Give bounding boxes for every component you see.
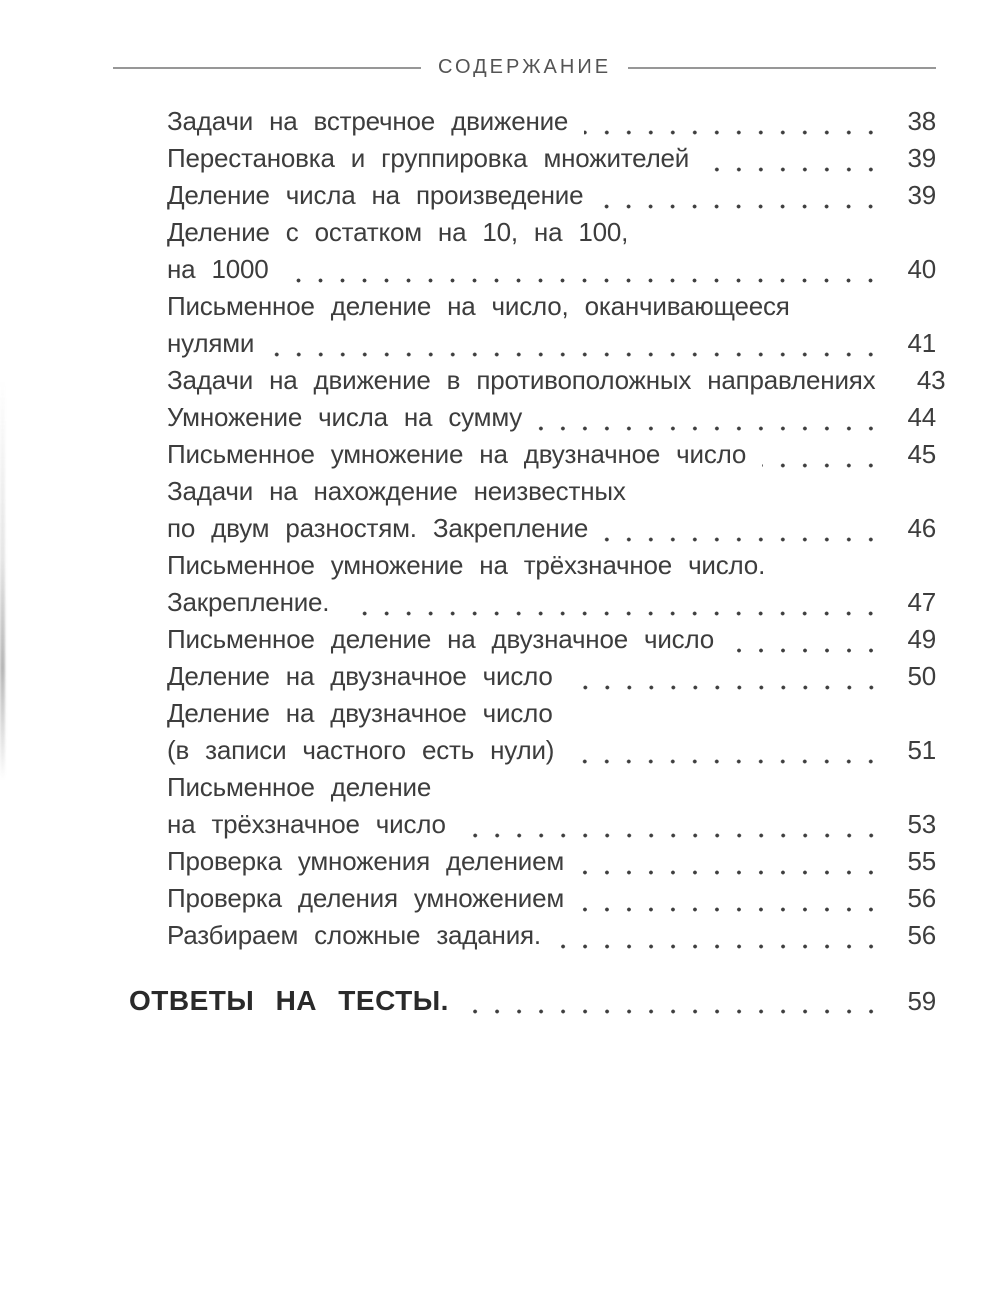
toc-entry-text: на 1000 [167,254,269,284]
dot-leader [580,907,882,912]
dot-leader [462,833,882,838]
toc-entry-page: 59 [907,986,936,1016]
dot-leader [569,685,882,690]
toc-entry-text: Письменное умножение на двузначное число [167,439,747,469]
toc-answers-heading-row [129,982,936,1019]
toc-entry-row [167,658,936,695]
toc-entry-text: нулями [167,328,255,358]
dot-leader [730,648,882,653]
toc-entry-row [167,917,936,954]
toc-entry-page: 39 [907,180,936,210]
page-binding-shadow [0,380,5,780]
toc-entry-row [167,288,936,325]
toc-entry-page: 40 [907,254,936,284]
toc-entry-row [167,399,936,436]
toc-entry-text: Деление на двузначное число [167,698,553,728]
toc-entry-text: Разбираем сложные задания. [167,920,541,950]
toc-entry-row [167,214,936,251]
toc-entry-text: на трёхзначное число [167,809,446,839]
dot-leader [345,611,882,616]
toc-answers-heading-text: ОТВЕТЫ НА ТЕСТЫ. [129,985,449,1016]
dot-leader [538,426,882,431]
toc-entry-row [167,695,936,732]
toc-entry-row [167,880,936,917]
toc-entry-page: 51 [907,735,936,765]
dot-leader [604,537,882,542]
toc-entry-text: Умножение числа на сумму [167,402,523,432]
dot-leader [599,204,882,209]
toc-entry-row [167,621,936,658]
toc-entry-page: 55 [907,846,936,876]
toc-entry-row [167,843,936,880]
dot-leader [580,870,882,875]
dot-leader [465,1009,882,1014]
toc-entry-text: Задачи на нахождение неизвестных [167,476,626,506]
toc-entry-page: 56 [907,920,936,950]
dot-leader [762,463,882,468]
dot-leader [270,352,882,357]
toc-entry-text: Деление с остатком на 10, на 100, [167,217,629,247]
toc-entry-text: Перестановка и группировка множителей [167,143,690,173]
toc-entry-row [167,806,936,843]
toc-entry-text: Закрепление. [167,587,330,617]
toc-entry-text: Проверка деления умножением [167,883,565,913]
toc-entry-text: Письменное умножение на трёхзначное число. [167,550,766,580]
header-rule-left [113,67,421,69]
toc-list [0,103,1000,1019]
toc-entry-page: 41 [907,328,936,358]
toc-entry-page: 43 [916,365,946,395]
toc-entry-text: Деление на двузначное число [167,661,553,691]
toc-entry-text: (в записи частного есть нули) [167,735,555,765]
dot-leader [705,167,882,172]
toc-entry-page: 45 [907,439,936,469]
toc-entry-text: Письменное деление [167,772,432,802]
dot-leader [557,944,882,949]
toc-entry-row [167,473,936,510]
header-rule-right [628,67,936,69]
toc-entry-page: 44 [907,402,936,432]
toc-entry-row [167,251,936,288]
toc-entry-page: 47 [907,587,936,617]
toc-entry-text: Проверка умножения делением [167,846,565,876]
dot-leader [570,759,882,764]
toc-entry-page: 39 [907,143,936,173]
toc-entry-row [167,177,936,214]
toc-entry-row [167,584,936,621]
toc-entry-text: Задачи на движение в противоположных направлениях [167,365,876,395]
toc-entry-text: Деление числа на произведение [167,180,584,210]
toc-entry-row [167,103,936,140]
toc-entry-row [167,362,946,399]
toc-entry-text: Задачи на встречное движение [167,106,569,136]
toc-entry-row [167,436,936,473]
toc-entry-page: 53 [907,809,936,839]
toc-entry-page: 50 [907,661,936,691]
dot-leader [284,278,882,283]
page-title: СОДЕРЖАНИЕ [437,56,612,78]
toc-entry-row [167,140,936,177]
toc-entry-row [167,510,936,547]
toc-entry-page: 49 [907,624,936,654]
toc-entry-text: Письменное деление на двузначное число [167,624,714,654]
toc-entry-page: 38 [907,106,936,136]
toc-entry-page: 46 [907,513,936,543]
toc-entry-text: Письменное деление на число, оканчивающееся [167,291,790,321]
toc-header [0,0,1000,79]
toc-entry-text: по двум разностям. Закрепление [167,513,589,543]
toc-entry-row [167,547,936,584]
toc-entry-page: 56 [907,883,936,913]
dot-leader [584,130,882,135]
toc-entry-row [167,769,936,806]
toc-entry-row [167,325,936,362]
toc-entry-row [167,732,936,769]
